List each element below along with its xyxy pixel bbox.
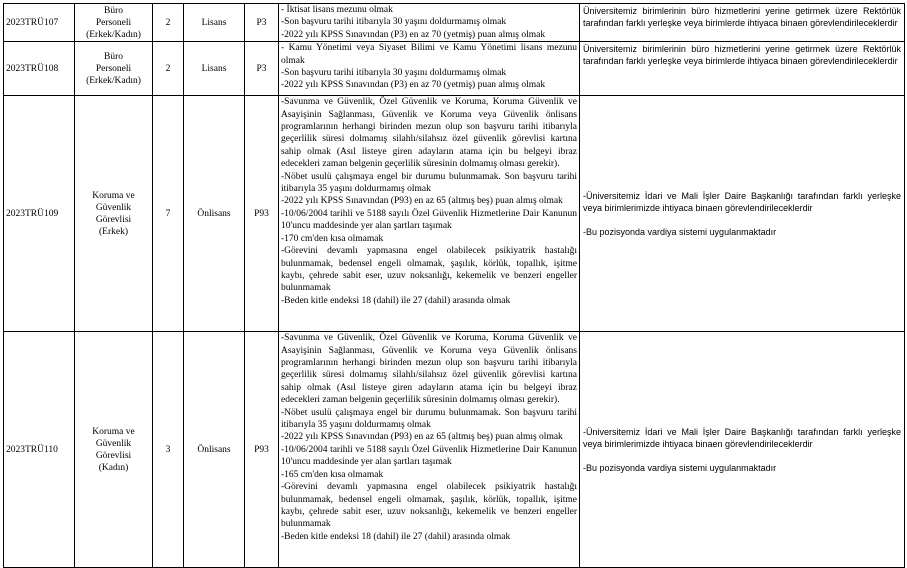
positions-table [3, 3, 905, 568]
position-count: 2 [153, 4, 184, 42]
exam-type: P93 [245, 332, 279, 568]
requirement-item: -10/06/2004 tarihli ve 5188 sayılı Özel Güvenlik Hizmetlerine Dair Kanunun 10'uncu maddesinde yer alan şartları taşımak [281, 444, 577, 468]
position-count: 2 [153, 42, 184, 96]
requirement-item: - İktisat lisans mezunu olmak [281, 5, 393, 15]
requirement-item: -Savunma ve Güvenlik, Özel Güvenlik ve Koruma, Koruma Güvenlik ve Asayişinin Sağlanması, Güvenlik ve Koruma veya Güvenlik önlisans programlarının herhangi birinden mezun olup son başvuru tarihi itibarıyla geçerlilik süresi dolmamış silahlı/silahsız özel güvenlik görevlisi kartına sahip olmak (Asıl listeye giren adayların atama için bu belgeyi ibraz edecekleri zaman belgenin geçerlilik süresinin dolmamış olması gerekir). [281, 333, 577, 406]
requirement-item: -Görevini devamlı yapmasına engel olabilecek psikiyatrik hastalığı bulunmamak, bedensel engeli olmamak, şaşılık, körlük, topallık, işitme kaybı, çehrede sabit eser, uzuv noksanlığı, kekemelik ve benzeri engeller bulunmamak [281, 482, 577, 530]
education-level: Lisans [184, 4, 245, 42]
requirement-item: -Son başvuru tarihi itibarıyla 30 yaşını doldurmamış olmak [281, 17, 507, 28]
education-level: Önlisans [184, 332, 245, 568]
note-item: -Üniversitemiz İdari ve Mali İşler Daire Başkanlığı tarafından farklı yerleşke veya birimlerimizde ihtiyaca binaen görevlendirileceklerdir [583, 190, 901, 213]
notes-cell [580, 332, 905, 568]
table-row [4, 96, 905, 332]
requirement-item: -Nöbet usulü çalışmaya engel bir durumu bulunmamak. Son başvuru tarihi itibarıyla 35 yaşını doldurmamış olmak [281, 407, 577, 431]
requirement-item: -2022 yılı KPSS Sınavından (P93) en az 65 (altmış beş) puan almış olmak [281, 432, 563, 443]
requirement-item: -2022 yılı KPSS Sınavından (P3) en az 70 (yetmiş) puan almış olmak [281, 29, 546, 40]
requirement-item: -Görevini devamlı yapmasına engel olabilecek psikiyatrik hastalığı bulunmamak, bedensel engeli olmamak, şaşılık, körlük, topallık, işitme kaybı, çehrede sabit eser, uzuv noksanlığı, kekemelik ve benzeri engeller bulunmamak [281, 246, 577, 294]
position-code: 2023TRÜ110 [4, 332, 75, 568]
position-code: 2023TRÜ109 [4, 96, 75, 332]
notes-cell [580, 96, 905, 332]
requirement-item: -Beden kitle endeksi 18 (dahil) ile 27 (dahil) arasında olmak [281, 295, 511, 306]
requirement-item: -10/06/2004 tarihli ve 5188 sayılı Özel Güvenlik Hizmetlerine Dair Kanunun 10'uncu maddesinde yer alan şartları taşımak [281, 208, 577, 232]
position-title: Büro Personeli (Erkek/Kadın) [75, 42, 153, 96]
requirement-item: -170 cm'den kısa olmamak [281, 233, 384, 244]
requirement-item: -Beden kitle endeksi 18 (dahil) ile 27 (dahil) arasında olmak [281, 531, 511, 542]
position-title: Büro Personeli (Erkek/Kadın) [75, 4, 153, 42]
table-row [4, 42, 905, 96]
education-level: Lisans [184, 42, 245, 96]
exam-type: P3 [245, 42, 279, 96]
position-code: 2023TRÜ107 [4, 4, 75, 42]
note-item: Üniversitemiz birimlerinin büro hizmetlerini yerine getirmek üzere Rektörlük tarafından farklı yerleşke veya birimlerde ihtiyaca binaen görevlendirileceklerdir [583, 44, 901, 67]
requirement-item: -Savunma ve Güvenlik, Özel Güvenlik ve Koruma, Koruma Güvenlik ve Asayişinin Sağlanması, Güvenlik ve Koruma veya Güvenlik önlisans programlarının herhangi birinden mezun olup son başvuru tarihi itibarıyla geçerlilik süresi dolmamış silahlı/silahsız özel güvenlik görevlisi kartına sahip olmak (Asıl listeye giren adayların atama için bu belgeyi ibraz edecekleri zaman belgenin geçerlilik süresinin dolmamış olması gerekir). [281, 97, 577, 170]
education-level: Önlisans [184, 96, 245, 332]
requirements-cell [279, 96, 580, 332]
position-count: 3 [153, 332, 184, 568]
notes-cell [580, 4, 905, 42]
note-item: -Bu pozisyonda vardiya sistemi uygulanmaktadır [583, 462, 777, 473]
requirements-cell [279, 4, 580, 42]
requirement-item: - Kamu Yönetimi veya Siyaset Bilimi ve Kamu Yönetimi lisans mezunu olmak [281, 43, 577, 66]
table-row [4, 332, 905, 568]
positions-table-body [4, 4, 905, 568]
requirements-cell [279, 42, 580, 96]
requirements-cell [279, 332, 580, 568]
notes-cell [580, 42, 905, 96]
requirement-item: -165 cm'den kısa olmamak [281, 469, 384, 480]
position-count: 7 [153, 96, 184, 332]
requirement-item: -Son başvuru tarihi itibarıyla 30 yaşını doldurmamış olmak [281, 68, 507, 79]
requirement-item: -Nöbet usulü çalışmaya engel bir durumu bulunmamak. Son başvuru tarihi itibarıyla 35 yaşını doldurmamış olmak [281, 171, 577, 195]
table-row [4, 4, 905, 42]
exam-type: P3 [245, 4, 279, 42]
requirement-item: -2022 yılı KPSS Sınavından (P3) en az 70 (yetmiş) puan almış olmak [281, 80, 546, 91]
note-item: Üniversitemiz birimlerinin büro hizmetlerini yerine getirmek üzere Rektörlük tarafından farklı yerleşke veya birimlerde ihtiyaca binaen görevlendirileceklerdir [583, 6, 901, 28]
requirement-item: -2022 yılı KPSS Sınavından (P93) en az 65 (altmış beş) puan almış olmak [281, 196, 563, 207]
exam-type: P93 [245, 96, 279, 332]
position-title: Koruma ve Güvenlik Görevlisi (Erkek) [75, 96, 153, 332]
note-item: -Bu pozisyonda vardiya sistemi uygulanmaktadır [583, 226, 777, 237]
position-code: 2023TRÜ108 [4, 42, 75, 96]
position-title: Koruma ve Güvenlik Görevlisi (Kadın) [75, 332, 153, 568]
note-item: -Üniversitemiz İdari ve Mali İşler Daire Başkanlığı tarafından farklı yerleşke veya birimlerimizde ihtiyaca binaen görevlendirileceklerdir [583, 426, 901, 449]
